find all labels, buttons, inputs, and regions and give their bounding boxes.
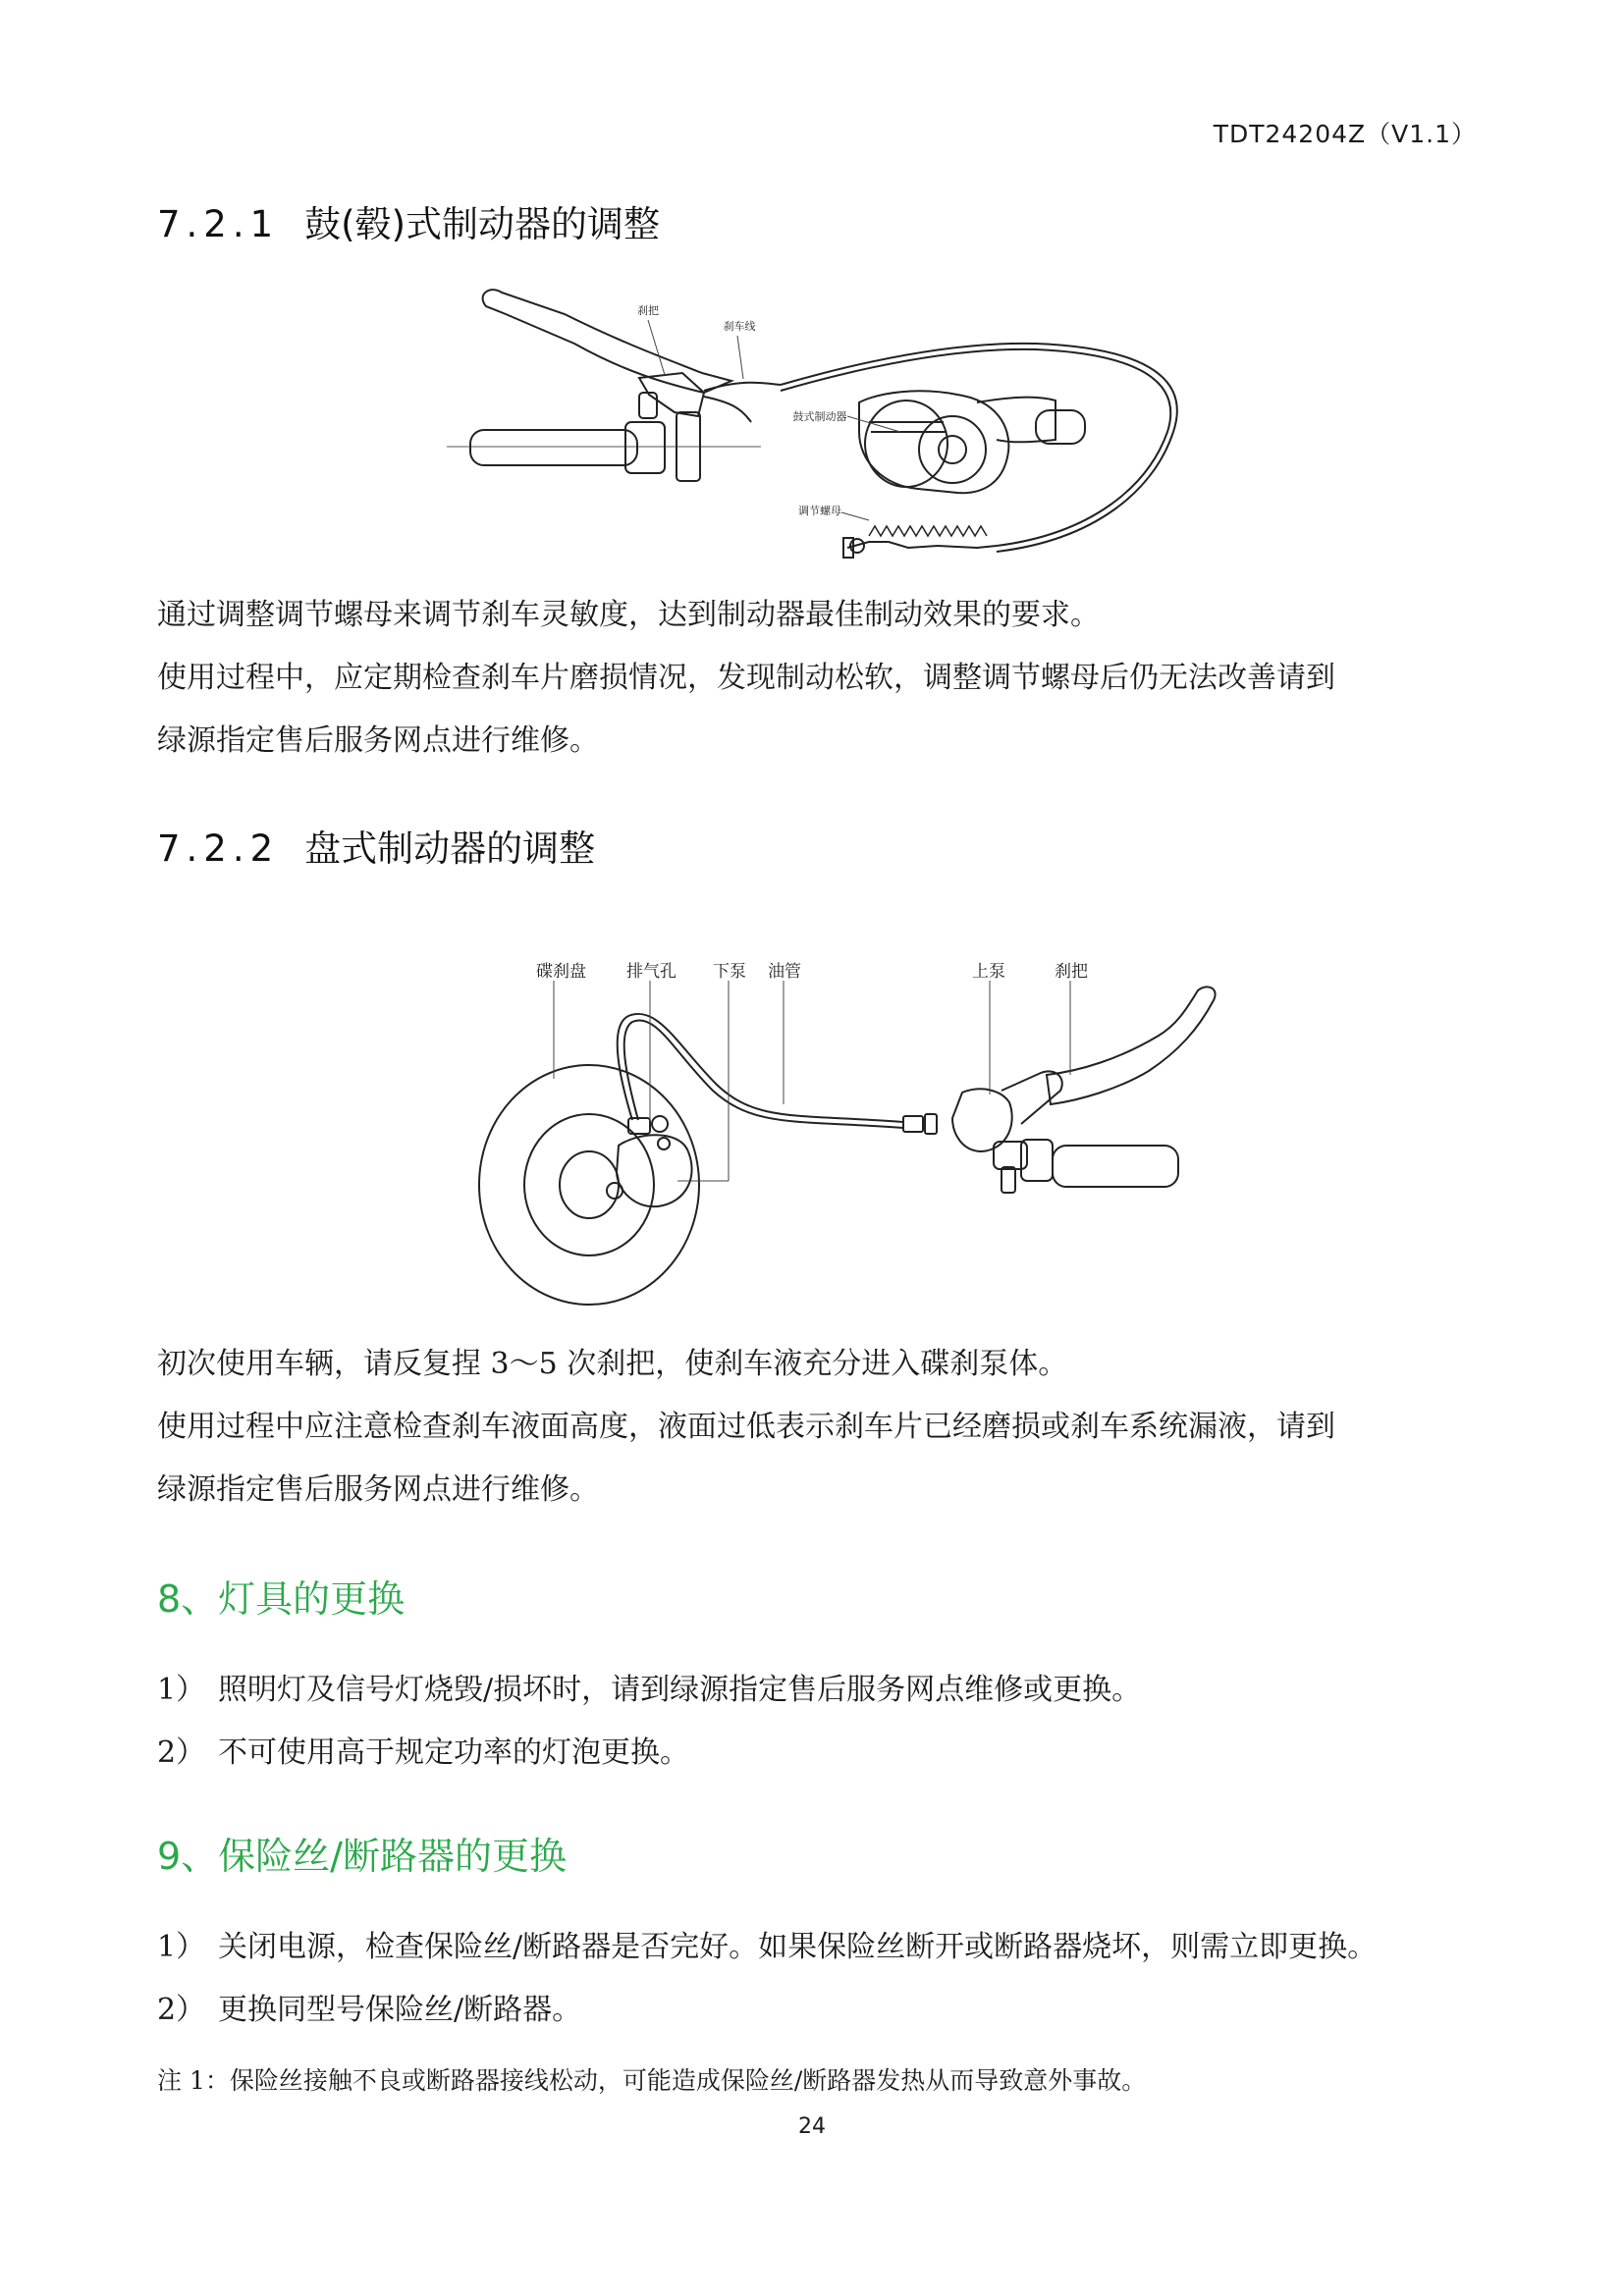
section-8-list (157, 1659, 1141, 1785)
section-7-2-2-body (157, 1333, 1335, 1522)
section-title: 盘式制动器的调整 (304, 828, 596, 870)
paragraph: 使用过程中，应定期检查刹车片磨损情况，发现制动松软，调整调节螺母后仍无法改善请到 (157, 661, 1335, 695)
section-number: 7.2.1 (157, 203, 280, 245)
paragraph: 通过调整调节螺母来调节刹车灵敏度，达到制动器最佳制动效果的要求。 (157, 598, 1100, 632)
list-text: 更换同型号保险丝/断路器。 (218, 1993, 582, 2027)
paragraph: 绿源指定售后服务网点进行维修。 (157, 723, 599, 758)
label-brake-lever: 刹把 (637, 304, 659, 317)
list-text: 不可使用高于规定功率的灯泡更换。 (218, 1735, 689, 1770)
section-7-2-2-heading (157, 819, 595, 872)
section-9-list (157, 1916, 1377, 2042)
paragraph: 绿源指定售后服务网点进行维修。 (157, 1472, 599, 1507)
label-brake-cable: 刹车线 (723, 320, 756, 333)
label-upper-pump: 上泵 (972, 962, 1005, 982)
footnote: 注 1：保险丝接触不良或断路器接线松动，可能造成保险丝/断路器发热从而导致意外事故。 (157, 2066, 1147, 2095)
label-drum-brake: 鼓式制动器 (792, 410, 847, 423)
list-item (157, 1916, 1377, 1979)
list-item (157, 1722, 1141, 1785)
disc-brake-diagram (471, 957, 1218, 1310)
label-disc: 碟刹盘 (536, 962, 586, 982)
label-oil-pipe: 油管 (768, 962, 801, 982)
list-item (157, 1979, 1377, 2042)
paragraph: 使用过程中应注意检查刹车液面高度，液面过低表示刹车片已经磨损或刹车系统漏液，请到 (157, 1410, 1335, 1444)
list-number: 2） (157, 1993, 206, 2027)
paragraph: 初次使用车辆，请反复捏 3～5 次刹把，使刹车液充分进入碟刹泵体。 (157, 1347, 1068, 1381)
list-number: 2） (157, 1735, 206, 1770)
list-number: 1） (157, 1673, 206, 1707)
label-adjust-nut: 调节螺母 (798, 505, 841, 517)
section-number: 7.2.2 (157, 828, 280, 870)
section-7-2-1-body (157, 584, 1335, 773)
label-lower-pump: 下泵 (713, 962, 746, 982)
label-brake-lever: 刹把 (1055, 962, 1088, 982)
list-item (157, 1659, 1141, 1722)
list-text: 关闭电源，检查保险丝/断路器是否完好。如果保险丝断开或断路器烧坏，则需立即更换。 (218, 1930, 1378, 1964)
section-8-heading: 8、灯具的更换 (157, 1577, 406, 1621)
label-bleed-hole: 排气孔 (626, 962, 677, 982)
document-code: TDT24204Z（V1.1） (1213, 120, 1477, 148)
section-7-2-1-heading (157, 194, 660, 247)
list-text: 照明灯及信号灯烧毁/损坏时，请到绿源指定售后服务网点维修或更换。 (218, 1673, 1142, 1707)
section-title: 鼓(毂)式制动器的调整 (304, 203, 661, 245)
section-9-heading: 9、保险丝/断路器的更换 (157, 1835, 567, 1878)
list-number: 1） (157, 1930, 206, 1964)
drum-brake-diagram (447, 285, 1193, 579)
page-number: 24 (798, 2114, 826, 2139)
